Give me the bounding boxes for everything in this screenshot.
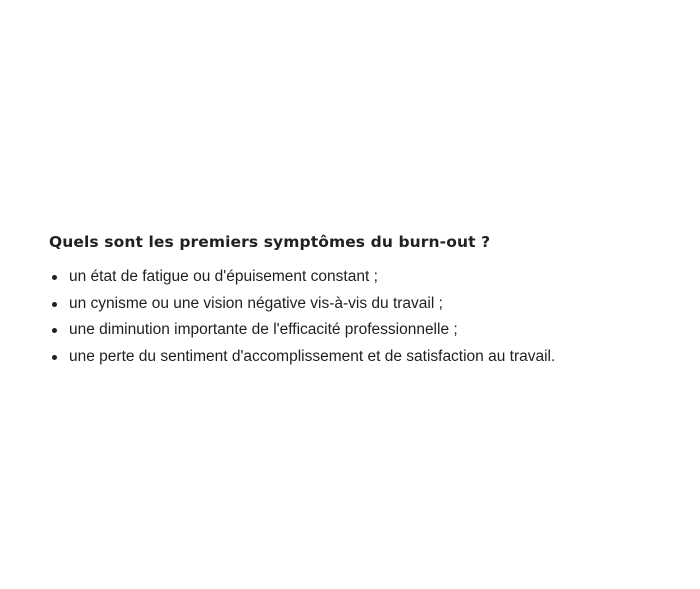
- list-item: [49, 291, 669, 318]
- bullet-icon: [52, 302, 57, 307]
- list-item: [49, 317, 669, 344]
- answer-block: [49, 232, 669, 370]
- symptom-list: [49, 264, 669, 370]
- bullet-icon: [52, 328, 57, 333]
- bullet-icon: [52, 275, 57, 280]
- list-item-text: un cynisme ou une vision négative vis-à-vis du travail ;: [69, 294, 443, 312]
- question-heading: Quels sont les premiers symptômes du burn-out ?: [49, 233, 491, 251]
- list-item-text: une diminution importante de l'efficacité professionnelle ;: [69, 321, 458, 338]
- list-item-text: une perte du sentiment d'accomplissement et de satisfaction au travail.: [69, 347, 556, 365]
- list-item-text: un état de fatigue ou d'épuisement constant ;: [69, 268, 378, 285]
- list-item: [49, 264, 669, 291]
- list-item: [49, 344, 669, 371]
- bullet-icon: [52, 355, 57, 360]
